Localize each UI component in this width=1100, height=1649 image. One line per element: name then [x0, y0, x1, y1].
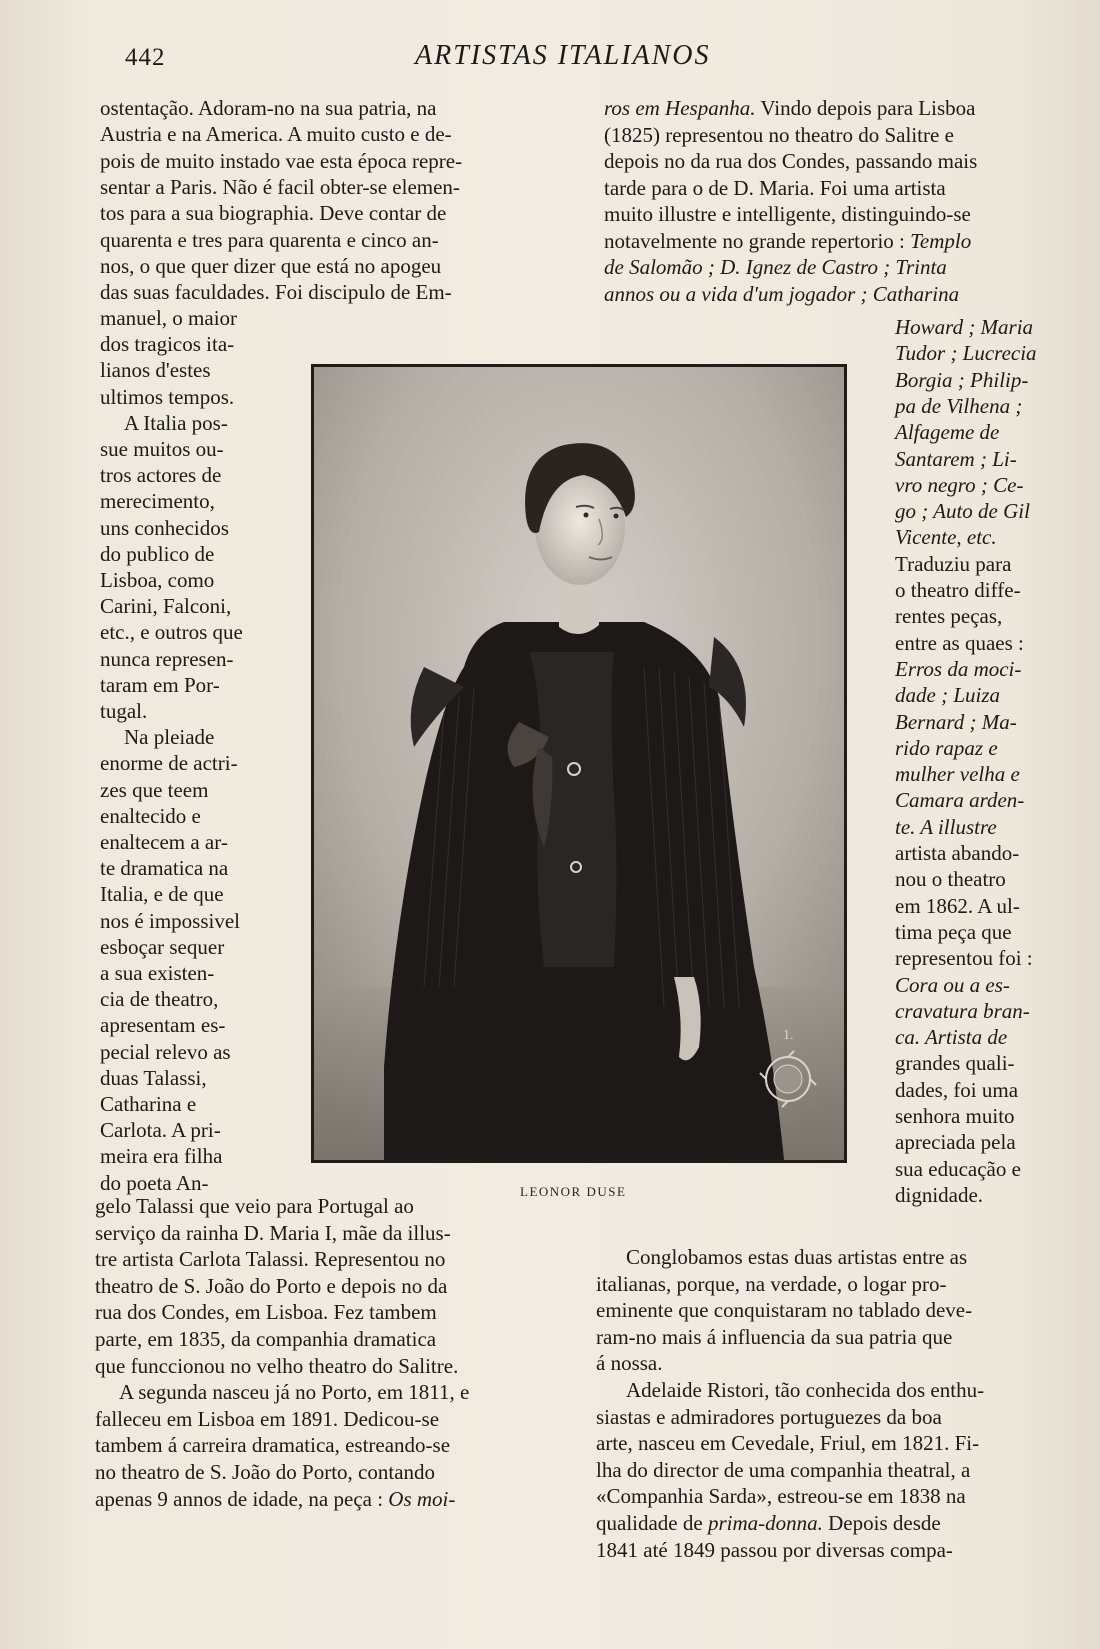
bottom-left-line: serviço da rainha D. Maria I, mãe da illus- — [95, 1221, 451, 1245]
right-narrow-line: apreciada pela — [895, 1130, 1016, 1154]
left-narrow-line: Catharina e — [100, 1092, 197, 1116]
bottom-right-line: 1841 até 1849 passou por diversas compa- — [596, 1538, 953, 1562]
left-narrow-line: tugal. — [100, 699, 148, 723]
bottom-right-line: á nossa. — [596, 1351, 663, 1375]
top-right-line: muito illustre e intelligente, distinguindo-se — [604, 202, 971, 226]
top-right-line: tarde para o de D. Maria. Foi uma artista — [604, 176, 946, 200]
left-narrow-line: enorme de actri- — [100, 751, 238, 775]
left-narrow-line: Lisboa, como — [100, 568, 215, 592]
right-narrow-line: tima peça que — [895, 920, 1012, 944]
bottom-right-line: siastas e admiradores portuguezes da boa — [596, 1405, 942, 1429]
left-narrow-line: lianos d'estes — [100, 358, 211, 382]
right-narrow-line: em 1862. A ul- — [895, 894, 1020, 918]
bottom-left-line: tambem á carreira dramatica, estreando-se — [95, 1433, 451, 1457]
left-narrow-line: duas Talassi, — [100, 1066, 207, 1090]
right-narrow-line: go ; Auto de Gil — [895, 499, 1030, 523]
bottom-right-line: Adelaide Ristori, tão conhecida dos enthu- — [626, 1378, 985, 1402]
top-left-line: quarenta e tres para quarenta e cinco an- — [100, 228, 439, 252]
right-narrow-line: nou o theatro — [895, 867, 1006, 891]
right-narrow-line: dades, foi uma — [895, 1078, 1019, 1102]
bottom-left-line: gelo Talassi que veio para Portugal ao — [95, 1194, 414, 1218]
right-narrow-line: dade ; Luiza — [895, 683, 1000, 707]
left-narrow-line: do poeta An- — [100, 1171, 209, 1195]
bottom-right-line: «Companhia Sarda», estreou-se em 1838 na — [596, 1484, 966, 1508]
bottom-left-line: falleceu em Lisboa em 1891. Dedicou-se — [95, 1407, 440, 1431]
right-narrow-line: cravatura bran- — [895, 999, 1030, 1023]
left-narrow-line: Italia, e de que — [100, 882, 224, 906]
left-narrow-line: tros actores de — [100, 463, 222, 487]
right-narrow-line: dignidade. — [895, 1183, 984, 1207]
right-narrow-line: representou foi : — [895, 946, 1033, 970]
page-number: 442 — [125, 44, 166, 71]
left-narrow-line: uns conhecidos — [100, 516, 229, 540]
left-narrow-line: te dramatica na — [100, 856, 229, 880]
bottom-left-line: apenas 9 annos de idade, na peça : Os moi- — [95, 1487, 456, 1511]
left-narrow-line: a sua existen- — [100, 961, 215, 985]
left-narrow-line: dos tragicos ita- — [100, 332, 235, 356]
left-narrow-line: cia de theatro, — [100, 987, 219, 1011]
right-narrow-line: grandes quali- — [895, 1051, 1015, 1075]
bottom-right-line: arte, nasceu em Cevedale, Friul, em 1821. Fi- — [596, 1431, 980, 1455]
bottom-left-line: no theatro de S. João do Porto, contando — [95, 1460, 436, 1484]
right-narrow-line: Cora ou a es- — [895, 973, 1010, 997]
left-narrow-line: enaltecem a ar- — [100, 830, 228, 854]
right-narrow-line: te. A illustre — [895, 815, 997, 839]
photo-caption: LEONOR DUSE — [520, 1184, 627, 1199]
right-narrow-line: Camara arden- — [895, 788, 1025, 812]
running-head: ARTISTAS ITALIANOS — [415, 40, 711, 71]
left-narrow-line: Na pleiade — [124, 725, 215, 749]
left-narrow-line: sue muitos ou- — [100, 437, 224, 461]
left-narrow-line: enaltecido e — [100, 804, 201, 828]
right-narrow-line: Erros da moci- — [895, 657, 1022, 681]
right-narrow-line: entre as quaes : — [895, 631, 1024, 655]
right-narrow-line: Borgia ; Philip- — [895, 368, 1029, 392]
top-left-line: Austria e na America. A muito custo e de- — [100, 122, 452, 146]
left-narrow-line: nunca represen- — [100, 647, 234, 671]
top-left-line: nos, o que quer dizer que está no apogeu — [100, 254, 442, 278]
left-narrow-line: merecimento, — [100, 489, 215, 513]
bottom-left-line: parte, em 1835, da companhia dramatica — [95, 1327, 437, 1351]
right-narrow-line: Bernard ; Ma- — [895, 710, 1017, 734]
portrait-photo — [311, 364, 847, 1163]
top-right-line: (1825) representou no theatro do Salitre e — [604, 123, 954, 147]
right-narrow-line: Traduziu para — [895, 552, 1012, 576]
top-left-line: tos para a sua biographia. Deve contar de — [100, 201, 447, 225]
right-narrow-line: rido rapaz e — [895, 736, 998, 760]
left-narrow-line: Carini, Falconi, — [100, 594, 232, 618]
right-narrow-line: Santarem ; Li- — [895, 447, 1017, 471]
left-narrow-line: esboçar sequer — [100, 935, 225, 959]
left-narrow-line: ultimos tempos. — [100, 385, 235, 409]
left-narrow-line: etc., e outros que — [100, 620, 243, 644]
right-narrow-line: pa de Vilhena ; — [895, 394, 1023, 418]
top-right-line: de Salomão ; D. Ignez de Castro ; Trinta — [604, 255, 947, 279]
top-right-line: notavelmente no grande repertorio : Templo — [604, 229, 972, 253]
top-right-line: depois no da rua dos Condes, passando mais — [604, 149, 978, 173]
top-left-line: pois de muito instado vae esta época repre- — [100, 149, 463, 173]
bottom-right-line: italianas, porque, na verdade, o logar pro- — [596, 1272, 947, 1296]
left-narrow-line: taram em Por- — [100, 673, 220, 697]
right-narrow-line: artista abando- — [895, 841, 1020, 865]
bottom-right-line: qualidade de prima-donna. Depois desde — [596, 1511, 941, 1535]
right-narrow-line: o theatro diffe- — [895, 578, 1021, 602]
top-right-line: annos ou a vida d'um jogador ; Catharina — [604, 282, 960, 306]
left-narrow-line: zes que teem — [100, 778, 209, 802]
bottom-right-line: Conglobamos estas duas artistas entre as — [626, 1245, 968, 1269]
left-narrow-line: do publico de — [100, 542, 215, 566]
left-narrow-line: pecial relevo as — [100, 1040, 231, 1064]
left-narrow-line: manuel, o maior — [100, 306, 238, 330]
top-right-line: ros em Hespanha. Vindo depois para Lisboa — [604, 96, 976, 120]
bottom-left-line: que funccionou no velho theatro do Salitre. — [95, 1354, 459, 1378]
left-narrow-line: Carlota. A pri- — [100, 1118, 221, 1142]
right-narrow-line: senhora muito — [895, 1104, 1015, 1128]
right-narrow-line: Alfageme de — [895, 420, 1000, 444]
right-narrow-line: vro negro ; Ce- — [895, 473, 1024, 497]
left-narrow-line: apresentam es- — [100, 1013, 226, 1037]
plate-number: 1. — [783, 1028, 794, 1043]
right-narrow-line: Vicente, etc. — [895, 525, 997, 549]
left-narrow-line: meira era filha — [100, 1144, 223, 1168]
bottom-left-line: theatro de S. João do Porto e depois no da — [95, 1274, 448, 1298]
left-narrow-line: A Italia pos- — [124, 411, 228, 435]
top-left-line: sentar a Paris. Não é facil obter-se elemen- — [100, 175, 460, 199]
top-left-line: das suas faculdades. Foi discipulo de Em- — [100, 280, 452, 304]
right-narrow-line: ca. Artista de — [895, 1025, 1008, 1049]
top-left-line: ostentação. Adoram-no na sua patria, na — [100, 96, 437, 120]
right-narrow-line: rentes peças, — [895, 604, 1003, 628]
bottom-left-line: rua dos Condes, em Lisboa. Fez tambem — [95, 1300, 437, 1324]
bottom-right-line: lha do director de uma companhia theatral, a — [596, 1458, 971, 1482]
left-narrow-line: nos é impossivel — [100, 909, 240, 933]
right-narrow-line: Tudor ; Lucrecia — [895, 341, 1037, 365]
bottom-left-line: A segunda nasceu já no Porto, em 1811, e — [119, 1380, 470, 1404]
bottom-right-line: eminente que conquistaram no tablado deve- — [596, 1298, 973, 1322]
bottom-right-line: ram-no mais á influencia da sua patria que — [596, 1325, 953, 1349]
right-narrow-line: sua educação e — [895, 1157, 1021, 1181]
right-narrow-line: mulher velha e — [895, 762, 1020, 786]
bottom-left-line: tre artista Carlota Talassi. Representou no — [95, 1247, 446, 1271]
right-narrow-line: Howard ; Maria — [895, 315, 1034, 339]
